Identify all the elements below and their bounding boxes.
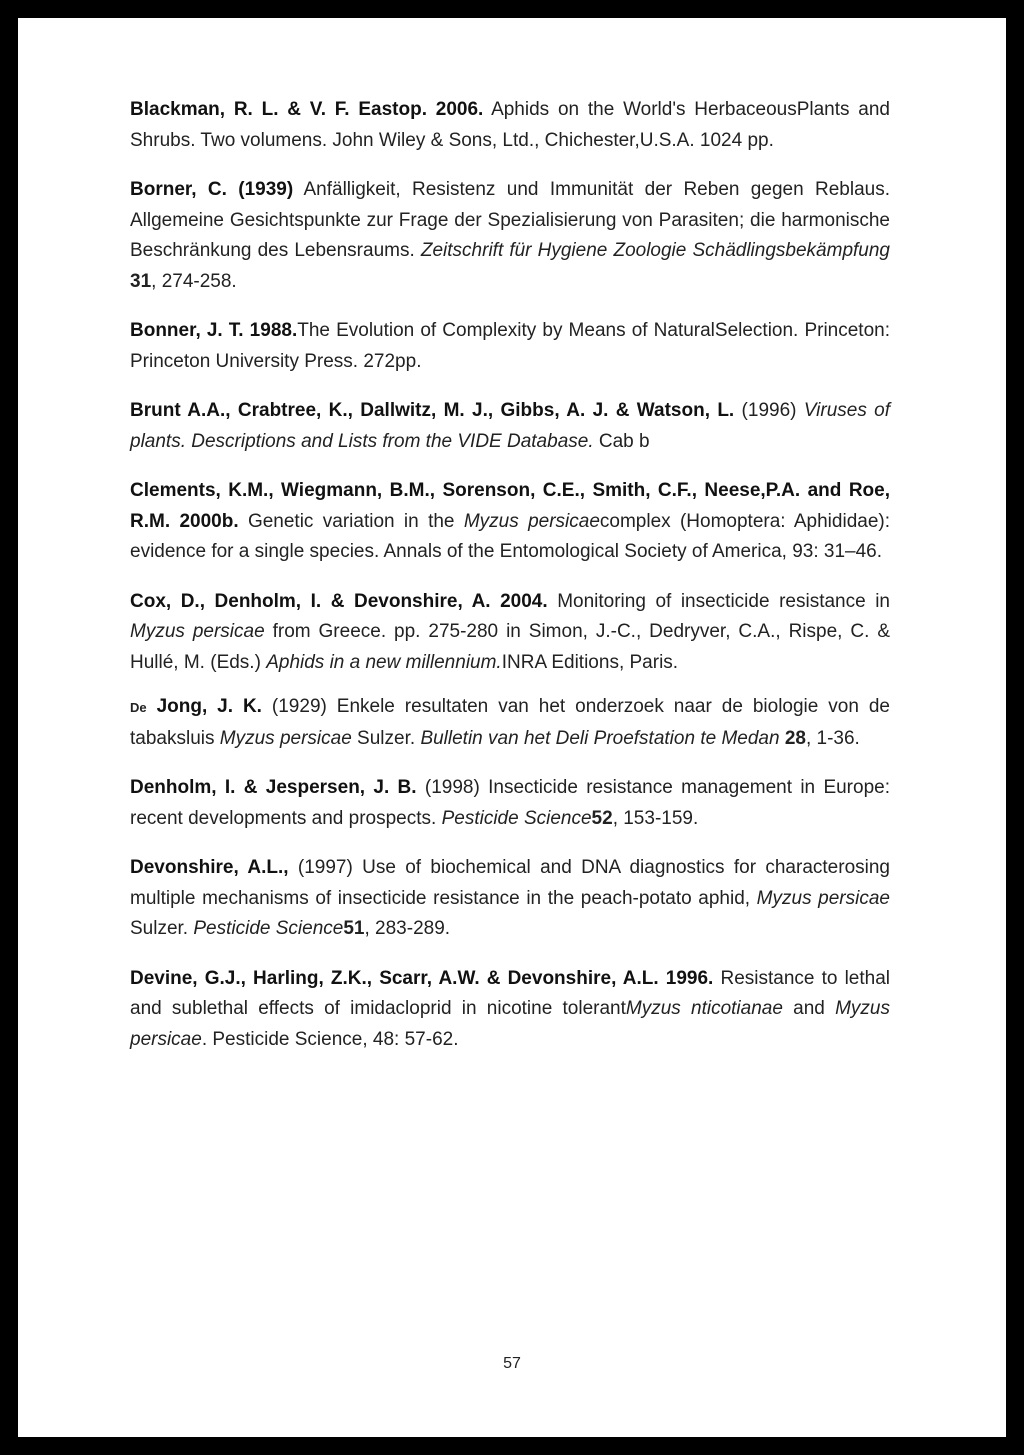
reference-text: from Greece. pp. 275-280 in Simon, J.-C., Dedryver, C.A., Rispe, C. & Hullé, M. (Eds.): [130, 621, 890, 673]
reference-authors: Bonner, J. T. 1988.: [130, 320, 298, 341]
reference-blackman: [130, 95, 890, 156]
reference-journal: Pesticide Science: [441, 807, 592, 829]
reference-title: Viruses of plants. Descriptions and Lists from the VIDE Database.: [130, 400, 891, 452]
reference-text: INRA Editions, Paris.: [501, 651, 679, 673]
reference-de-jong: [130, 692, 890, 754]
reference-text: (1997) Use of biochemical and DNA diagnostics for characterosing multiple mechanisms of insecticide resistance in the peach-potato aphid,: [130, 857, 890, 909]
reference-volume: 28: [779, 727, 806, 749]
reference-devonshire: [130, 853, 890, 945]
reference-journal: Pesticide Science: [193, 918, 344, 939]
reference-text: Resistance to lethal and sublethal effects of imidacloprid in nicotine tolerant: [130, 967, 890, 1019]
document-page: [18, 18, 1006, 1437]
reference-text: Sulzer.: [130, 918, 194, 939]
reference-authors: Blackman, R. L. & V. F. Eastop. 2006.: [130, 99, 484, 120]
page-number: 57: [503, 1355, 521, 1372]
reference-pages: , 153-159.: [612, 807, 699, 829]
reference-authors: Borner, C. (1939): [130, 179, 294, 200]
reference-pages: , 283-289.: [364, 918, 451, 939]
reference-text: Sulzer.: [351, 727, 421, 749]
reference-authors: Brunt A.A., Crabtree, K., Dallwitz, M. J., Gibbs, A. J. & Watson, L.: [130, 400, 735, 421]
reference-text: and: [782, 998, 836, 1019]
reference-authors: Devonshire, A.L.,: [130, 857, 289, 878]
reference-text: Monitoring of insecticide resistance in: [547, 590, 890, 612]
reference-clements: [130, 476, 890, 568]
reference-year: (1996): [734, 400, 804, 421]
reference-volume: 31: [130, 270, 152, 292]
reference-borner: [130, 175, 890, 297]
reference-journal: Zeitschrift für Hygiene Zoologie Schädlingsbekämpfung: [420, 240, 890, 261]
reference-species: Myzus persicae: [756, 887, 890, 909]
reference-species: Myzus persicae: [130, 621, 265, 642]
reference-journal: Bulletin van het Deli Proefstation te Medan: [420, 727, 780, 749]
reference-authors: Clements, K.M., Wiegmann, B.M., Sorenson, C.E., Smith, C.F., Neese,P.A. and Roe, R.M. 2000b.: [130, 480, 890, 532]
reference-cox: [130, 587, 890, 679]
reference-species: Myzus persicae: [130, 998, 890, 1050]
reference-species: Myzus persicae: [463, 510, 600, 532]
reference-text: (1998) Insecticide resistance management in Europe: recent developments and prospects.: [130, 777, 890, 829]
reference-text: (1929) Enkele resultaten van het onderzoek naar de biologie von de tabaksluis: [130, 696, 890, 749]
reference-authors: Jong, J. K.: [146, 696, 262, 717]
reference-brunt: [130, 396, 890, 457]
reference-species: Myzus persicae: [219, 727, 352, 749]
reference-denholm: [130, 773, 890, 834]
reference-prefix: De: [130, 700, 147, 715]
reference-pages: , 274-258.: [151, 270, 237, 292]
reference-bonner: [130, 316, 890, 377]
reference-text: Aphids on the World's HerbaceousPlants and Shrubs. Two volumens. John Wiley & Sons, Ltd., Chichester,U.S.A. 1024 pp.: [130, 99, 891, 151]
reference-book: Aphids in a new millennium.: [266, 651, 502, 673]
reference-authors: Devine, G.J., Harling, Z.K., Scarr, A.W. & Devonshire, A.L. 1996.: [130, 967, 714, 989]
reference-pages: , 1-36.: [805, 727, 860, 749]
reference-authors: Cox, D., Denholm, I. & Devonshire, A. 2004.: [130, 590, 548, 612]
reference-text: . Pesticide Science, 48: 57-62.: [201, 1028, 459, 1050]
reference-text: complex (Homoptera: Aphididae): evidence for a single species. Annals of the Entomological Society of America, 93: 31–46.: [130, 510, 890, 562]
reference-species: Myzus nticotianae: [625, 998, 783, 1019]
reference-text: The Evolution of Complexity by Means of NaturalSelection. Princeton: Princeton University Press. 272pp.: [130, 320, 890, 372]
reference-list: [130, 95, 890, 1074]
reference-volume: 51: [343, 918, 365, 939]
reference-text: Anfälligkeit, Resistenz und Immunität der Reben gegen Reblaus. Allgemeine Gesichtspunkte zur Frage der Spezialisierung von Parasiten; die harmonische Beschränkung des Lebensraums.: [130, 179, 890, 261]
reference-devine: [130, 964, 890, 1056]
reference-authors: Denholm, I. & Jespersen, J. B.: [130, 777, 417, 798]
reference-volume: 52: [591, 807, 613, 829]
reference-text: Genetic variation in the: [238, 510, 464, 532]
reference-text: Cab b: [593, 430, 650, 452]
